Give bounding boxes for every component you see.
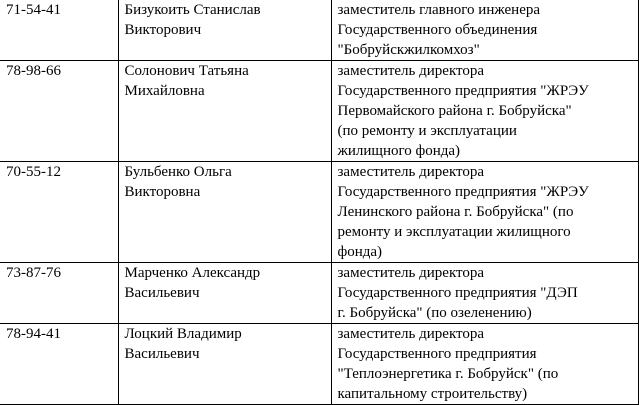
position-text: заместитель директора Государственного предприятия "Теплоэнергетика г. Бобруйск" (по капитальному строительству) [337,326,559,402]
name-cell [118,263,331,324]
position-cell [331,61,638,162]
phone-cell [0,162,118,263]
table-row [0,61,638,162]
phone-cell [0,324,118,405]
table-row [0,263,638,324]
position-text: заместитель директора Государственного предприятия "ЖРЭУ Ленинского района г. Бобруйска" (по ремонту и эксплуатации жилищного фонда) [337,164,589,260]
position-cell [331,263,638,324]
person-name: Лоцкий Владимир Васильевич [124,326,242,362]
phone-number: 78-98-66 [6,63,61,79]
position-cell [331,324,638,405]
position-cell [331,162,638,263]
position-text: заместитель директора Государственного предприятия "ДЭП г. Бобруйска" (по озеленению) [337,265,578,321]
phone-number: 71-54-41 [6,2,61,18]
table-row [0,0,638,61]
phone-number: 78-94-41 [6,326,61,342]
phone-number: 73-87-76 [6,265,61,281]
phone-cell [0,263,118,324]
position-cell [331,0,638,61]
person-name: Бульбенко Ольга Викторовна [124,164,232,200]
phone-cell [0,0,118,61]
phone-number: 70-55-12 [6,164,61,180]
person-name: Солонович Татьяна Михайловна [124,63,249,99]
name-cell [118,324,331,405]
position-text: заместитель главного инженера Государственного объединения "Бобруйскжилкомхоз" [337,2,541,58]
table-row [0,162,638,263]
phone-cell [0,61,118,162]
table-row [0,324,638,405]
person-name: Бизукоить Станислав Викторович [124,2,261,38]
position-text: заместитель директора Государственного предприятия "ЖРЭУ Первомайского района г. Бобруйска" (по ремонту и эксплуатации жилищного фонда) [337,63,589,159]
name-cell [118,61,331,162]
name-cell [118,0,331,61]
name-cell [118,162,331,263]
person-name: Марченко Александр Васильевич [124,265,261,301]
